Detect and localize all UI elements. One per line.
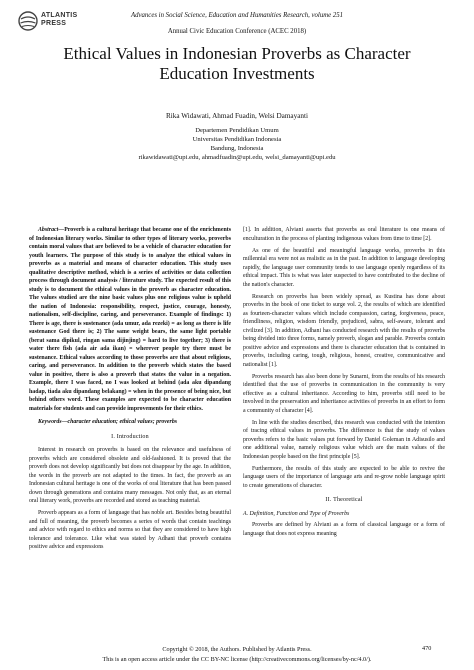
section-heading-introduction: I. Introduction [111, 433, 149, 440]
conference-line: Annual Civic Education Conference (ACEC 2018) [167, 28, 307, 35]
publisher-line: PRESS [41, 20, 67, 27]
abstract-text: Proverb is a cultural heritage that became one of the enrichments of Indonesian literary works. Similar to other types of literary works, proverbs contain moral values that are believed to be a vehicle of character education for youth learners. The purpose of this study is to analyze the ethical values in proverbs as a material and means of character education. This study uses qualitative descriptive method, which is a series of activities or data collection process through document analysis / literature study. The expected result of this study is to document the ethical values in the proverb as character education. The values studied are the nine basic values plus one religious value is upheld the nation of Indonesia: responsibility, respect, justice, courage, honesty, nationalism, self-discipline, caring, and perseverance. Example of findings: 1) There is age, there is sustenance (ada umur, ada rezeki) = as long as there is life sustenance God there is; 2) The same weight bears, the same light portable (berat sama dipikul, ringan sama dijinjing) = hard to live together; 3) there is water there fish (ada air ada ikan) = wherever people try there must be sustenance. Ethical values according to those proverbs are that about religious, caring, and perseverance. In addition to the proverb which states the based value in positive, there is also a proverb that states the value in a negation. Example, there I was faced, no I was looked at behind (ada aku dipandang hadap, tiada aku dipandang belakang) = when in the presence of being nice, but behind others word. These examples are expected to be character education materials for students and can provide improvements for their ethics. [29, 227, 231, 412]
affiliation-block [0, 126, 474, 162]
author-list: Rika Widawati, Ahmad Fuadin, Welsi Damayanti [166, 112, 308, 120]
body-paragraph: In line with the studies described, this research was conducted with the intention of tracing ethical values in proverbs. The difference is that the study of values proverbs refers to the basic values put forward by Daniel Goleman in Adisusilo and one additional value, namely religious value which are the main values of the Indonesian people based on the first principle [5]. [243, 419, 445, 460]
publisher-line: ATLANTIS [41, 12, 78, 19]
affiliation-line: Universitas Pendidikan Indonesia [192, 136, 282, 143]
body-paragraph: [1]. In addition, Alviani asserts that proverbs as oral literature is one means of enculturation in the process of planting indigenous values from time to time [2]. [243, 227, 445, 242]
subsection-heading: A. Definition, Function and Type of Proverbs [243, 510, 350, 517]
body-paragraph: Proverbs are defined by Alviani as a form of classical language or a form of language that does not express meaning [243, 522, 445, 537]
body-paragraph: Proverbs research has also been done by Sunarni, from the results of his research identified that the use of proverbs in communication in the community is very effective as a cultural inheritance. According to him, proverbs still need to be involved in the preservation and inheritance activities of proverbs in an effort to form a community of character [4]. [243, 373, 445, 414]
body-paragraph: Proverb appears as a form of language that has noble art. Besides being beautiful and full of meaning, the proverb becomes a series of words that contain teachings and advice with regard to ethics and norms so that they are considered to have high tolerance and tolerance. Like what was stated by Adhani that proverb contains positive advice and expressions [29, 510, 231, 551]
page-number: 470 [422, 645, 432, 652]
title-line: Education Investments [159, 64, 315, 83]
affiliation-emails: rikawidawati@upi.edu, ahmadfuadin@upi.edu, welsi_damayanti@upi.edu [138, 154, 336, 161]
title-line: Ethical Values in Indonesian Proverbs as Character [63, 44, 411, 63]
abstract [29, 226, 231, 413]
body-paragraph: Research on proverbs has been widely spread, as Kustina has done about proverbs in the book of one ticket to surge vol. 2, the results of which are identified as fourteen-character values which include compassion, caring, forgiveness, peace, friendliness, religion, wisdom friendly, prejudiced, sabra, self-aware, tolerant and civilized [3]. In addition, Adhani has conducted research with the results of proverbs being divided into three forms, namely proverb, slogan and parable. Proverbs contain positive advice and expressions and there is character education that is contained in proverbs, including caring, tough, religious, honest, creative, communicative and nationalist [1]. [243, 293, 445, 368]
body-paragraph: As one of the beautiful and meaningful language works, proverbs in this millennial era were not as realistic as in the past. In addition to language developing rapidly, the language user community tends to use language openly regardless of its ethical impact. This is what was later suspected to have contributed to the decline of the nation's character. [243, 247, 445, 288]
journal-line: Advances in Social Science, Education and Humanities Research, volume 251 [130, 12, 344, 19]
body-paragraph: Interest in research on proverbs is based on the relevance and usefulness of proverbs which are considered obsolete and old-fashioned. It is proved that the proverb does not develop significantly but does not disappear by the age. In addition, the words in the proverb are not adapted to the times. In fact, the proverb as an Indonesian cultural heritage is one of the works of oral literature that has been passed down through generations and contains many messages. Not only that, as an eternal oral literary work, proverbs are recorded and stored as teaching material. [29, 447, 231, 504]
right-column [243, 226, 445, 542]
keywords: Keywords—character education; ethical values; proverbs [38, 419, 178, 425]
footer-license: This is an open access article under the CC BY-NC license (http://creativecommons.org/licenses/by-nc/4.0/). [102, 656, 372, 663]
body-paragraph: Furthermore, the results of this study are expected to be able to revive the language users of the importance of language arts and re-grow noble language spirit to create generations of character. [243, 465, 445, 489]
section-heading-theoretical: II. Theoretical [325, 497, 363, 504]
left-column [29, 226, 231, 555]
footer-copyright: Copyright © 2018, the Authors. Published by Atlantis Press. [162, 646, 312, 653]
paper-title [30, 44, 444, 84]
affiliation-line: Bandung, Indonesia [210, 145, 264, 152]
affiliation-line: Departemen Pendidikan Umum [195, 127, 279, 134]
abstract-lead: Abstract— [38, 227, 65, 233]
